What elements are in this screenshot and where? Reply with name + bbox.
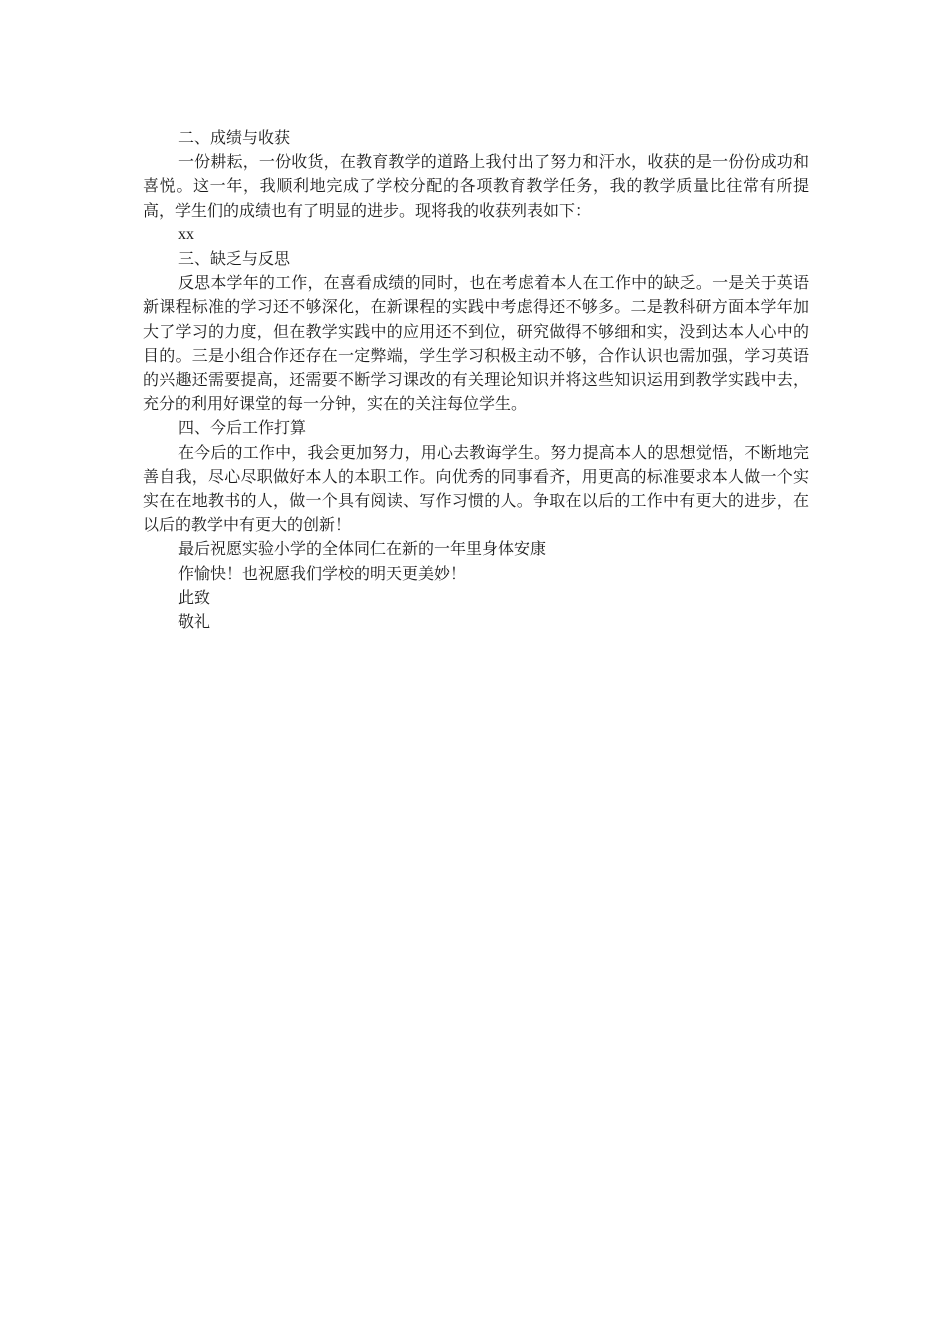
section2-heading: 二、成绩与收获	[178, 128, 291, 147]
section4-heading: 四、今后工作打算	[178, 418, 307, 438]
closing-jing-li: 敬礼	[178, 612, 211, 632]
section2-paragraph: 一份耕耘，一份收货，在教育教学的道路上我付出了努力和汗水，收获的是一份份成功和喜悦。这一年，我顺利地完成了学校分配的各项教育教学任务，我的教学质量比往常有所提高，学生们的成绩也有了明显的进步。现将我的收获列表如下：	[143, 152, 809, 220]
closing-wishes-line2: 作愉快！也祝愿我们学校的明天更美妙！	[178, 563, 467, 583]
section3-paragraph: 反思本学年的工作，在喜看成绩的同时，也在考虑着本人在工作中的缺乏。一是关于英语新课程标准的学习还不够深化，在新课程的实践中考虑得还不够多。二是教科研方面本学年加大了学习的力度，但在教学实践中的应用还不到位，研究做得不够细和实，没到达本人心中的目的。三是小组合作还存在一定弊端，学生学习积极主动不够，合作认识也需加强，学习英语的兴趣还需要提高，还需要不断学习课改的有关理论知识并将这些知识运用到教学实践中去，充分的利用好课堂的每一分钟，实在的关注每位学生。	[143, 273, 809, 414]
placeholder-text: xx	[178, 225, 194, 243]
closing-ci-zhi: 此致	[178, 587, 211, 607]
section4-paragraph: 在今后的工作中，我会更加努力，用心去教诲学生。努力提高本人的思想觉悟，不断地完善自我，尽心尽职做好本人的本职工作。向优秀的同事看齐，用更高的标准要求本人做一个实实在在地教书的人，做一个具有阅读、写作习惯的人。争取在以后的工作中有更大的进步，在以后的教学中有更大的创新！	[143, 442, 809, 535]
closing-wishes-line1: 最后祝愿实验小学的全体同仁在新的一年里身体安康	[178, 539, 547, 559]
section3-heading: 三、缺乏与反思	[178, 249, 291, 269]
document-body	[143, 126, 809, 634]
